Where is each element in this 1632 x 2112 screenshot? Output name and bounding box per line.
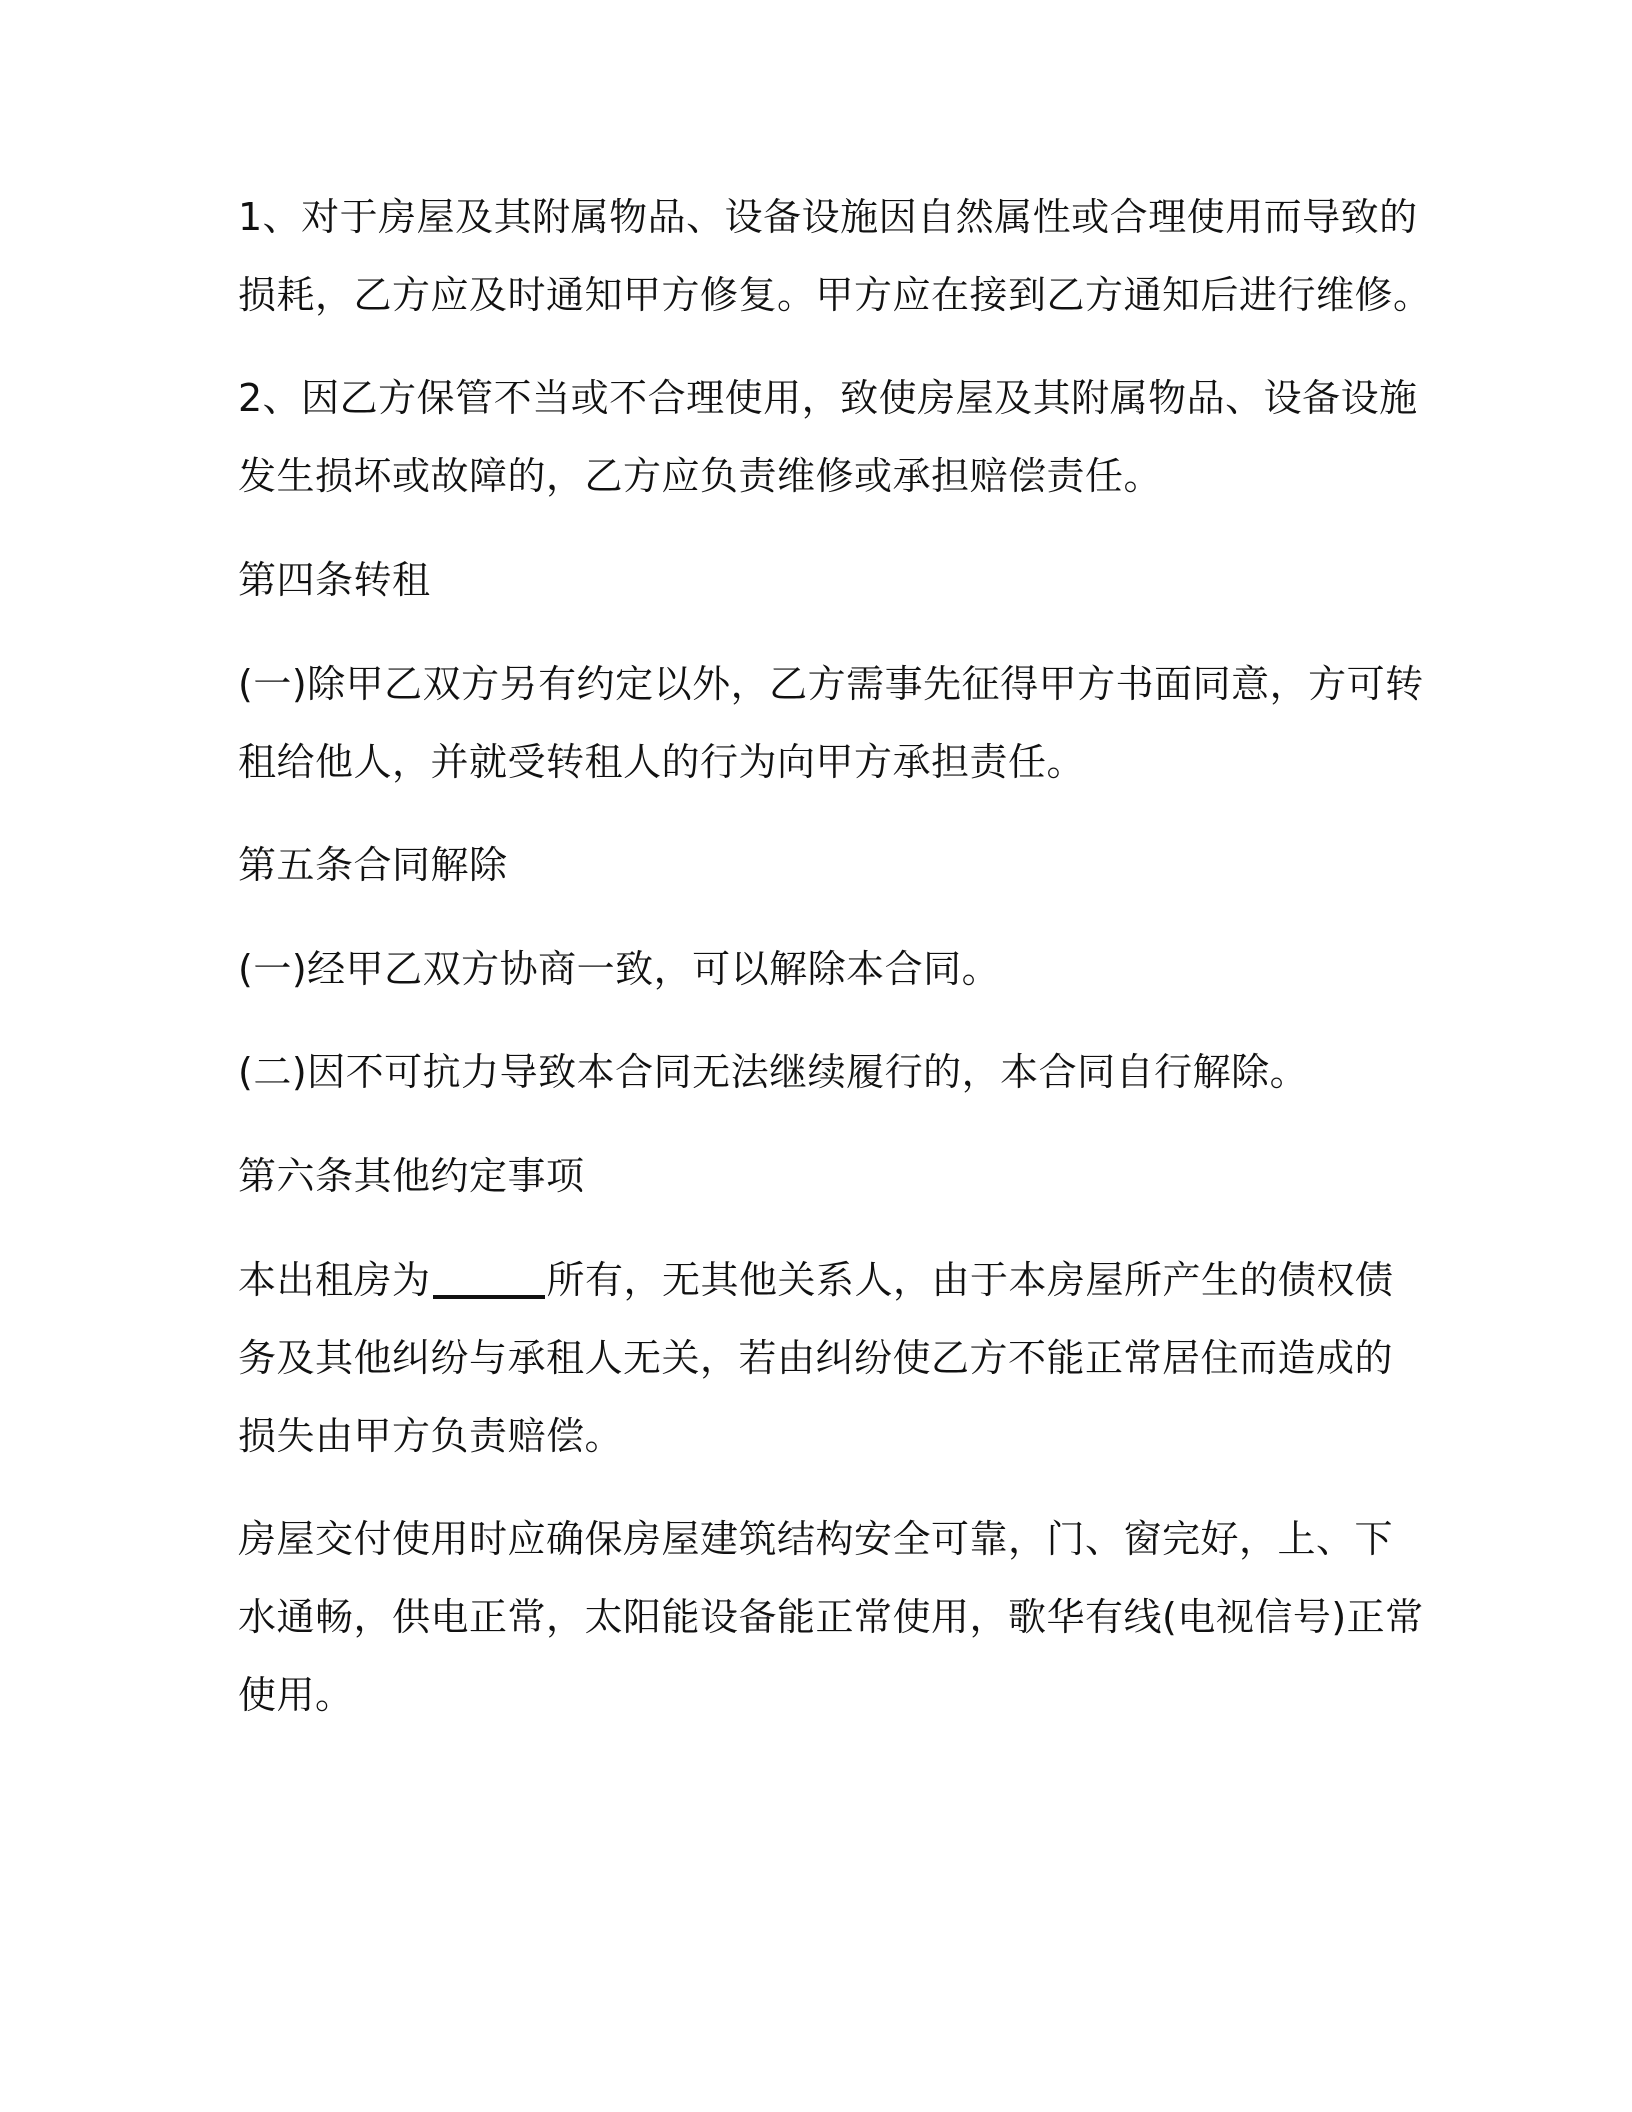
paragraph-line: 使用。 [238,1673,354,1717]
paragraph-line: 发生损坏或故障的，乙方应负责维修或承担赔偿责任。 [238,454,1163,498]
paragraph-line: 1、对于房屋及其附属物品、设备设施因自然属性或合理使用而导致的 [238,195,1418,239]
paragraph-line: 务及其他纠纷与承租人无关，若由纠纷使乙方不能正常居住而造成的 [238,1336,1394,1380]
paragraph-repair-notice [238,178,1432,334]
paragraph-damage-liability [238,359,1418,515]
paragraph-line: 水通畅，供电正常，太阳能设备能正常使用，歌华有线(电视信号)正常 [238,1595,1424,1639]
paragraph-line [238,1241,1398,1319]
paragraph-force-majeure [238,1033,1398,1111]
paragraph-line: 房屋交付使用时应确保房屋建筑结构安全可靠，门、窗完好，上、下 [238,1517,1394,1561]
paragraph-mutual-termination [238,930,1398,1008]
paragraph-line: 2、因乙方保管不当或不合理使用，致使房屋及其附属物品、设备设施 [238,376,1418,420]
paragraph-text: 所有，无其他关系人，由于本房屋所产生的债权债 [546,1258,1394,1302]
heading-text: 第五条合同解除 [238,843,508,887]
paragraph-line: 损耗，乙方应及时通知甲方修复。甲方应在接到乙方通知后进行维修。 [238,273,1432,317]
paragraph-line: (一)除甲乙双方另有约定以外，乙方需事先征得甲方书面同意，方可转 [238,662,1424,706]
paragraph-line: 租给他人，并就受转租人的行为向甲方承担责任。 [238,740,1086,784]
paragraph-text: 本出租房为 [238,1258,431,1302]
paragraph-sublease-consent [238,645,1424,801]
section-heading-sublease [238,541,1398,619]
paragraph-line: 损失由甲方负责赔偿。 [238,1414,624,1458]
section-heading-other-terms [238,1137,1398,1215]
paragraph-line: (二)因不可抗力导致本合同无法继续履行的，本合同自行解除。 [238,1050,1309,1094]
section-heading-termination [238,826,1398,904]
heading-text: 第四条转租 [238,558,431,602]
paragraph-line: (一)经甲乙双方协商一致，可以解除本合同。 [238,947,1001,991]
paragraph-ownership [238,1241,1398,1475]
paragraph-delivery-condition [238,1500,1424,1734]
heading-text: 第六条其他约定事项 [238,1154,585,1198]
owner-blank-field [433,1255,545,1299]
